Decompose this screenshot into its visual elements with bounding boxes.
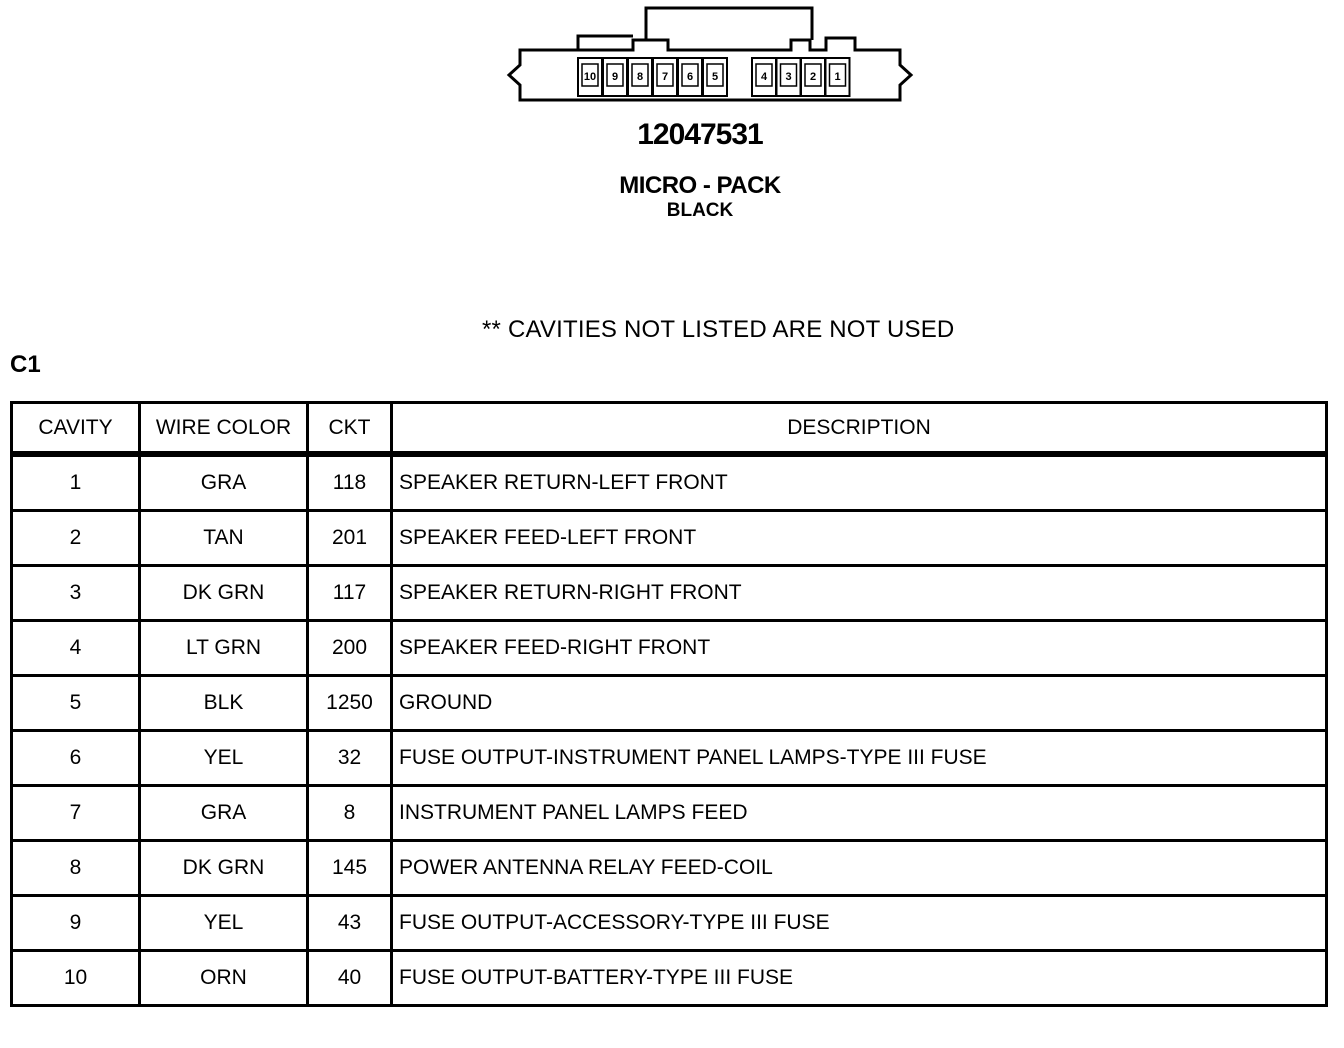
connector-latch	[646, 8, 812, 40]
cell-cavity: 9	[12, 896, 140, 951]
pin-number-4: 4	[760, 71, 768, 83]
cell-cavity: 6	[12, 731, 140, 786]
table-row	[12, 786, 1327, 841]
cell-ckt: 1250	[308, 676, 392, 731]
pin-number-8: 8	[636, 71, 644, 83]
cell-cavity: 2	[12, 511, 140, 566]
cell-ckt: 118	[308, 454, 392, 511]
pin-number-10: 10	[583, 71, 597, 83]
cell-wire-color: ORN	[140, 951, 308, 1006]
cell-ckt: 32	[308, 731, 392, 786]
table-row	[12, 454, 1327, 511]
table-row	[12, 676, 1327, 731]
table-row	[12, 896, 1327, 951]
connector-color: BLACK	[666, 200, 734, 221]
connector-type: MICRO - PACK	[619, 172, 781, 199]
pin-number-3: 3	[785, 71, 792, 83]
cell-cavity: 7	[12, 786, 140, 841]
cell-description: SPEAKER RETURN-RIGHT FRONT	[392, 566, 1327, 621]
part-number: 12047531	[637, 118, 763, 151]
pin-row-right	[752, 58, 850, 96]
cell-description: FUSE OUTPUT-INSTRUMENT PANEL LAMPS-TYPE III FUSE	[392, 731, 1327, 786]
table-row	[12, 841, 1327, 896]
connector-left-tab	[578, 36, 633, 50]
cell-ckt: 8	[308, 786, 392, 841]
cell-description: POWER ANTENNA RELAY FEED-COIL	[392, 841, 1327, 896]
pin-number-2: 2	[809, 71, 817, 83]
cell-ckt: 117	[308, 566, 392, 621]
cell-cavity: 10	[12, 951, 140, 1006]
pin-number-7: 7	[661, 71, 669, 83]
header-ckt: CKT	[308, 403, 392, 455]
connector-face-diagram	[0, 0, 1344, 110]
cell-cavity: 4	[12, 621, 140, 676]
cell-cavity: 1	[12, 454, 140, 511]
table-row	[12, 566, 1327, 621]
pin-number-9: 9	[611, 71, 619, 83]
cell-description: INSTRUMENT PANEL LAMPS FEED	[392, 786, 1327, 841]
cell-wire-color: TAN	[140, 511, 308, 566]
cell-cavity: 5	[12, 676, 140, 731]
table-row	[12, 511, 1327, 566]
table-row	[12, 731, 1327, 786]
connector-id: C1	[10, 351, 41, 378]
cell-wire-color: LT GRN	[140, 621, 308, 676]
cell-description: FUSE OUTPUT-BATTERY-TYPE III FUSE	[392, 951, 1327, 1006]
cell-description: SPEAKER FEED-RIGHT FRONT	[392, 621, 1327, 676]
header-wire-color: WIRE COLOR	[140, 403, 308, 455]
cell-wire-color: GRA	[140, 786, 308, 841]
cell-description: SPEAKER FEED-LEFT FRONT	[392, 511, 1327, 566]
pinout-table	[10, 401, 1328, 1007]
cell-wire-color: GRA	[140, 454, 308, 511]
header-description: DESCRIPTION	[392, 403, 1327, 455]
cell-cavity: 3	[12, 566, 140, 621]
cell-ckt: 145	[308, 841, 392, 896]
cell-cavity: 8	[12, 841, 140, 896]
table-row	[12, 621, 1327, 676]
pin-number-5: 5	[711, 71, 719, 83]
cell-wire-color: YEL	[140, 896, 308, 951]
table-row	[12, 951, 1327, 1006]
unused-cavities-note: ** CAVITIES NOT LISTED ARE NOT USED	[482, 316, 955, 343]
cell-ckt: 40	[308, 951, 392, 1006]
cell-ckt: 200	[308, 621, 392, 676]
pin-row-left	[578, 58, 727, 96]
cell-ckt: 201	[308, 511, 392, 566]
cell-description: FUSE OUTPUT-ACCESSORY-TYPE III FUSE	[392, 896, 1327, 951]
cell-description: GROUND	[392, 676, 1327, 731]
pin-number-6: 6	[686, 71, 694, 83]
cell-wire-color: DK GRN	[140, 841, 308, 896]
pin-number-1: 1	[834, 71, 841, 83]
cell-description: SPEAKER RETURN-LEFT FRONT	[392, 454, 1327, 511]
cell-wire-color: YEL	[140, 731, 308, 786]
cell-wire-color: BLK	[140, 676, 308, 731]
header-cavity: CAVITY	[12, 403, 140, 455]
cell-wire-color: DK GRN	[140, 566, 308, 621]
table-header-row	[12, 403, 1327, 455]
cell-ckt: 43	[308, 896, 392, 951]
